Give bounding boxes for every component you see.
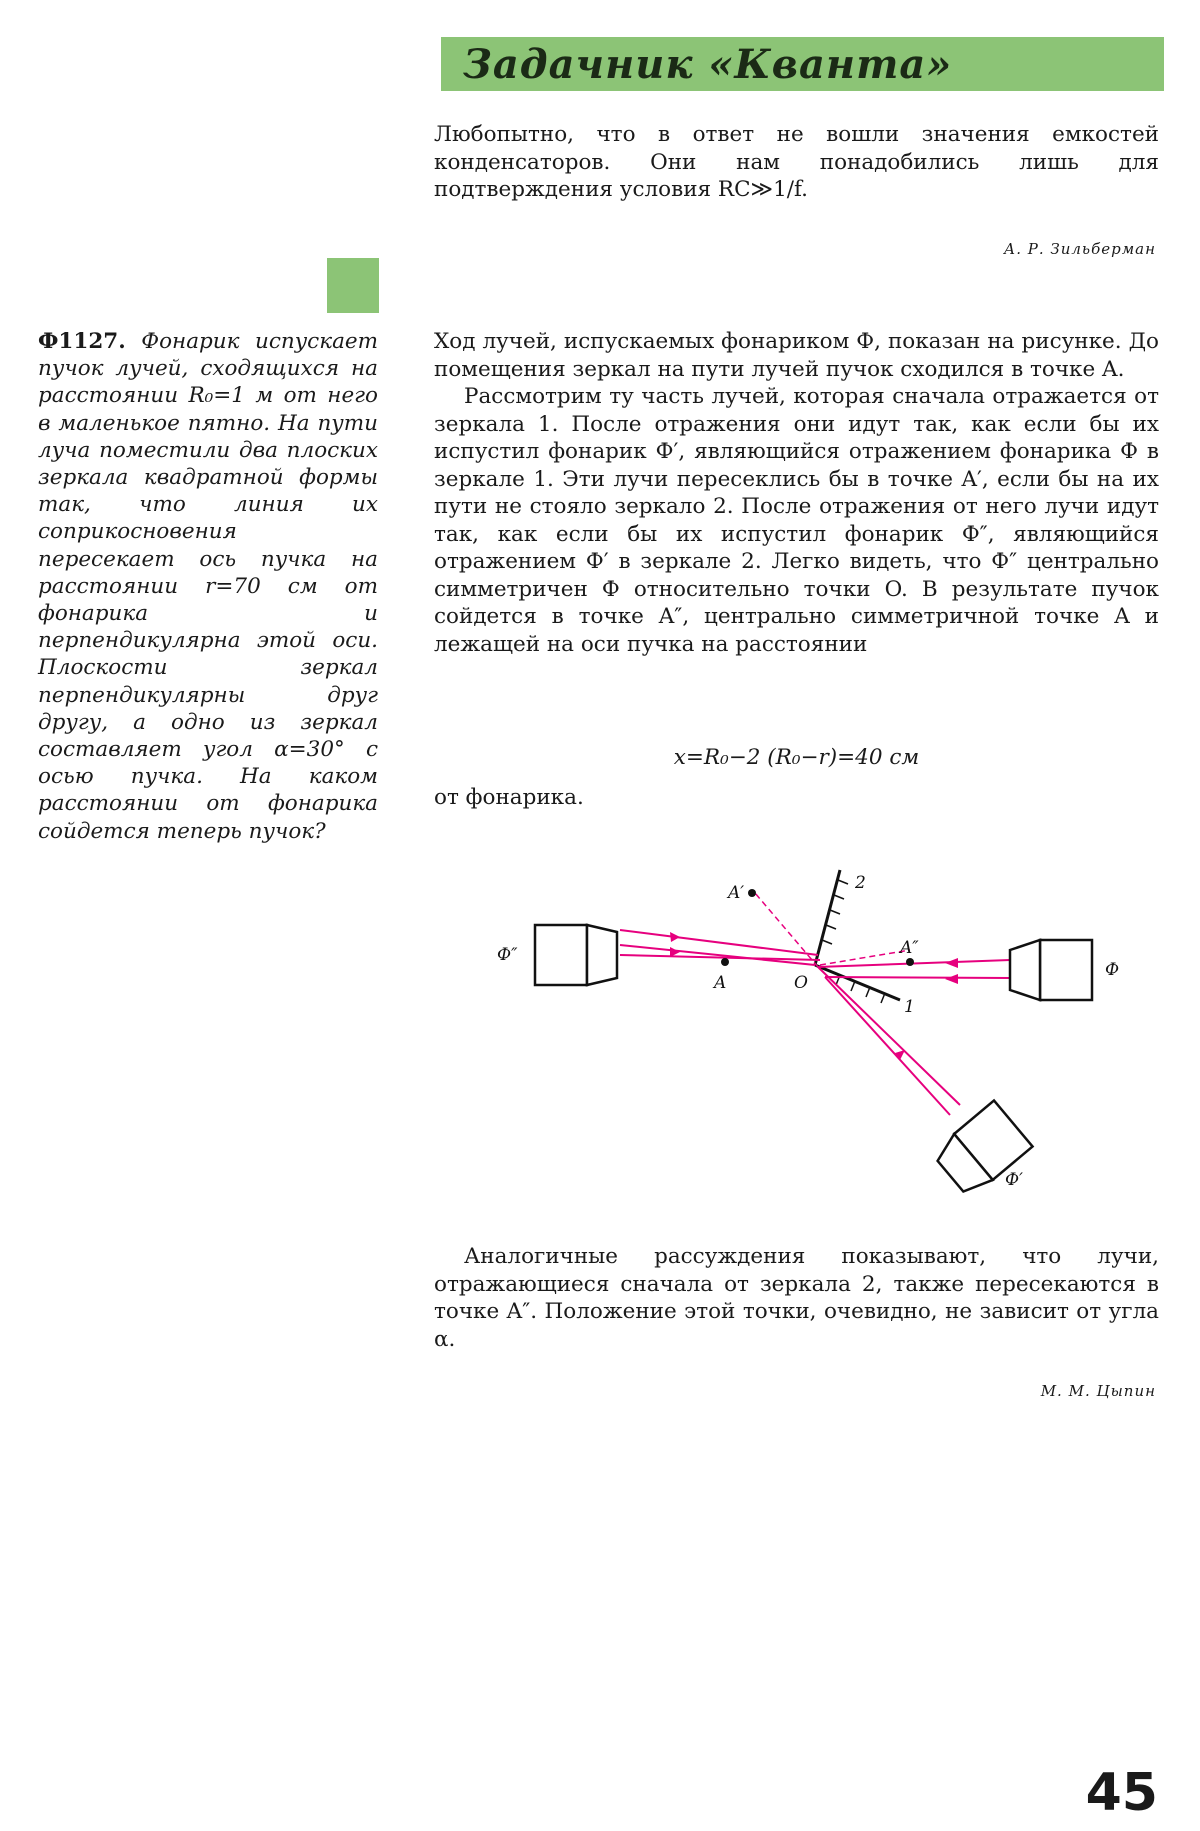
label-mirror-2: 2 [855,873,866,893]
label-a-prime: A′ [728,883,745,903]
previous-solution-author: А. Р. Зильберман [1003,240,1156,258]
label-phi-prime: Ф′ [1005,1170,1023,1190]
previous-solution-paragraph: Любопытно, что в ответ не вошли значения емкостей конденсаторов. Они нам понадобились лишь для подтверждения условия RC≫1/f. [434,122,1159,202]
flashlight-phi-double-prime [535,925,617,985]
solution-after-formula: от фонарика. [434,785,584,810]
label-a-double-prime: A″ [900,938,919,958]
solution-paragraph-1: Ход лучей, испускаемых фонариком Ф, показан на рисунке. До помещения зеркал на пути лучей пучок сходился в точке A. [434,329,1159,382]
solution-paragraph-3: Аналогичные рассуждения показывают, что лучи, отражающиеся сначала от зеркала 2, также пересекаются в точке A″. Положение этой точки, очевидно, не зависит от угла α. [434,1244,1159,1352]
solution-author: М. М. Цыпин [1040,1382,1156,1400]
light-rays [620,930,1010,1115]
problem-number: Ф1127. [38,329,126,354]
page-number: 45 [1085,1763,1158,1823]
flashlight-phi [1010,940,1092,1000]
label-a: A [714,973,727,993]
solution-formula: x=R₀−2 (R₀−r)=40 см [673,745,920,770]
label-phi-double-prime: Ф″ [497,945,518,965]
mirror-2-line [815,870,840,965]
section-title: Задачник «Кванта» [463,41,953,88]
mirror-1-line [815,965,900,1000]
problem-text: Фонарик испускает пучок лучей, сходящихся на расстоянии R₀=1 м от него в маленькое пятно. На пути луча поместили два плоских зеркала квадратной формы так, что линия их соприкосновения пересекает ось пучка на расстоянии r=70 см от фонарика и перпендикулярна этой оси. Плоскости зеркал перпендикулярны друг другу, а одно из зеркал составляет угол α=30° с осью пучка. На каком расстоянии от фонарика сойдется теперь пучок? [38,329,378,844]
solution-paragraph-2: Рассмотрим ту часть лучей, которая сначала отражается от зеркала 1. После отражения они идут так, как если бы их испустил фонарик Ф′, являющийся отражением фонарика Ф в зеркале 1. Эти лучи пересеклись бы в точке A′, если бы на их пути не стояло зеркало 2. После отражения от него лучи идут так, как если бы их испустил фонарик Ф″, являющийся отражением Ф′ в зеркале 2. Легко видеть, что Ф″ центрально симметричен Ф относительно точки O. В результате пучок сойдется в точке A″, центрально симметричной точке A и лежащей на оси пучка на расстоянии [434,384,1159,657]
label-mirror-1: 1 [904,997,915,1017]
solution-continuation [434,1243,1159,1353]
label-phi: Ф [1105,960,1120,980]
label-o: O [794,973,808,993]
